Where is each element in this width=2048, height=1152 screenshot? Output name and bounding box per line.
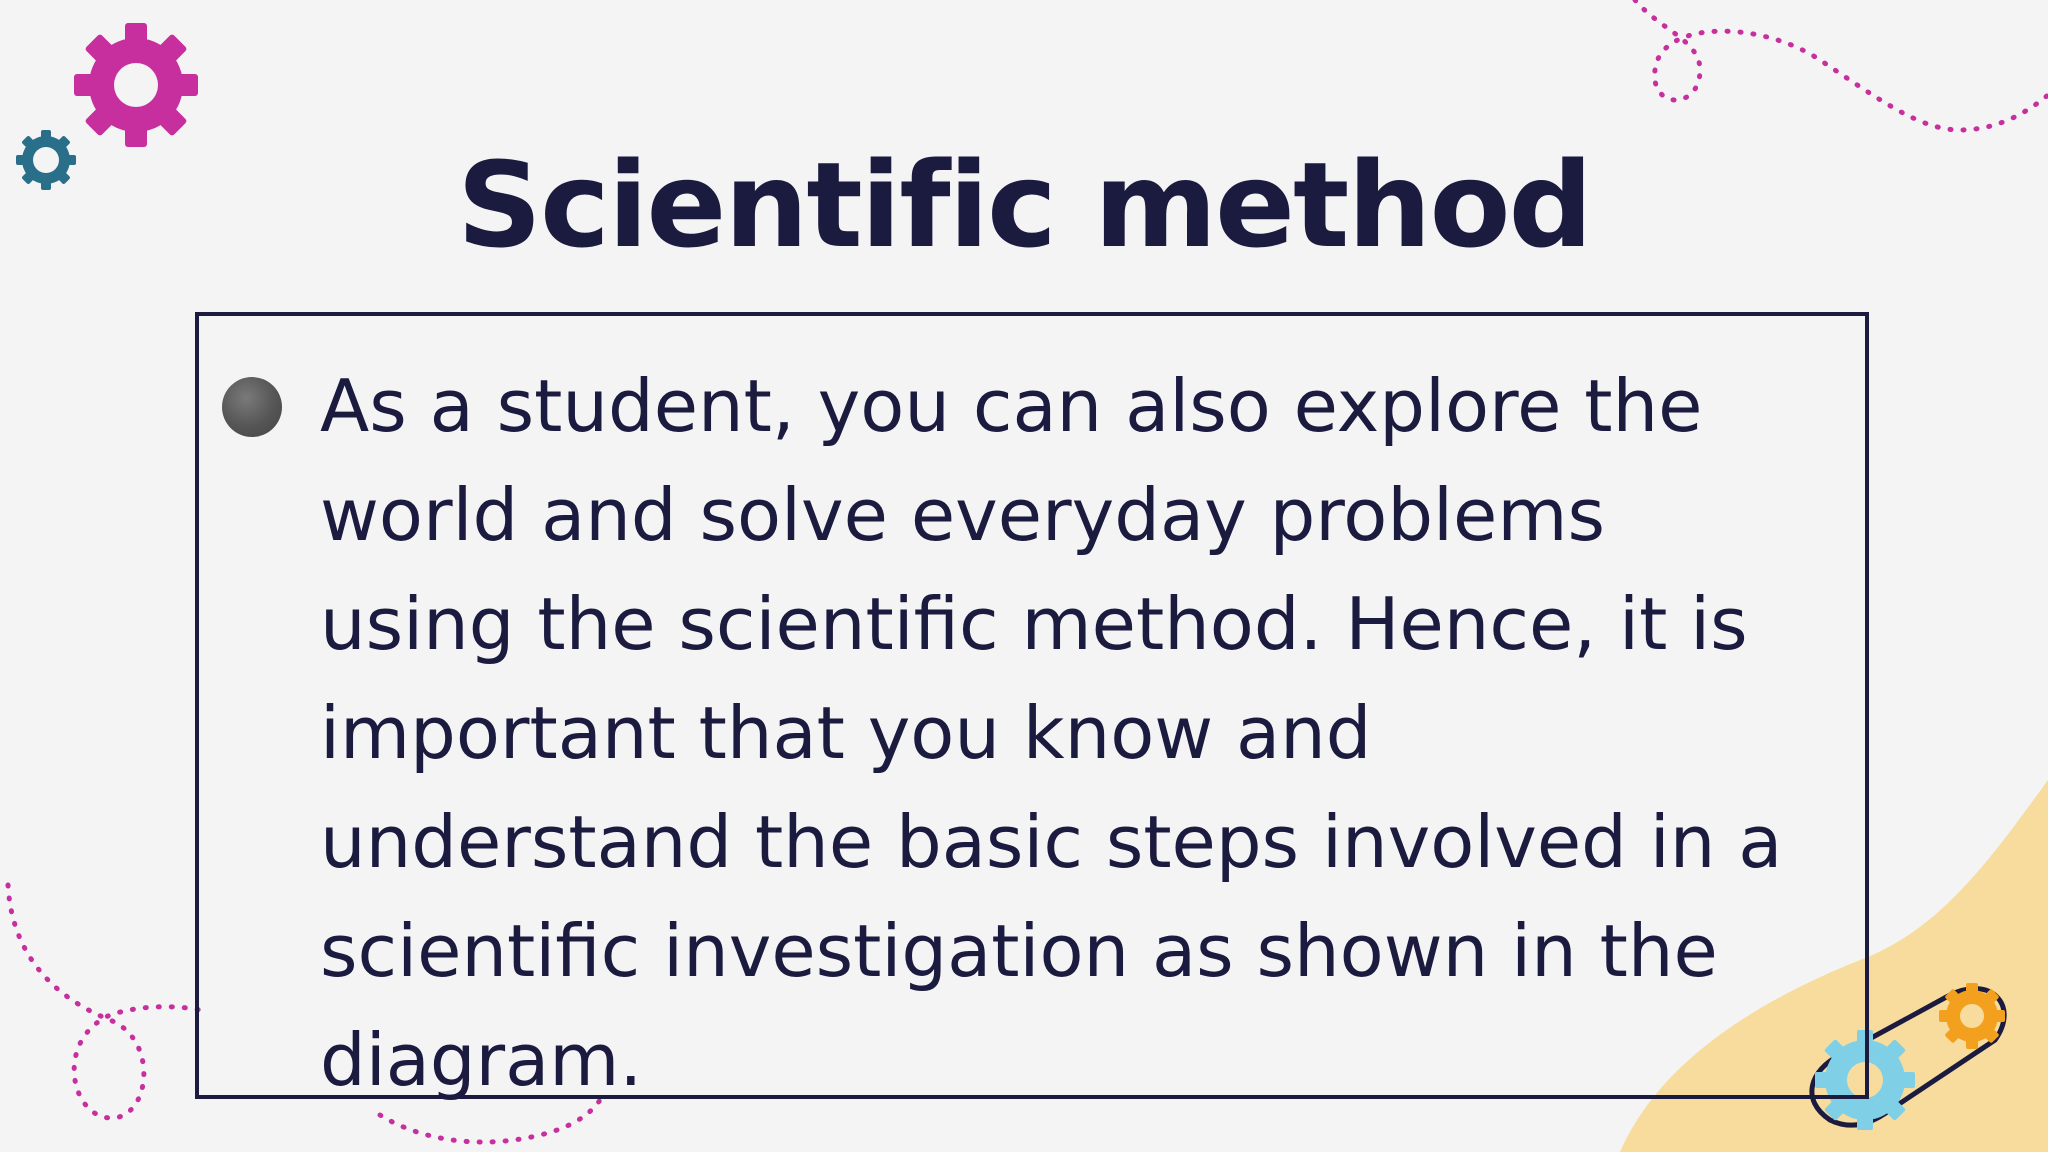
slide-title: Scientific method [456,136,1591,274]
gear-icon [1939,983,2005,1049]
dotted-squiggle-bottom-left [8,885,200,1118]
body-line: scientific investigation as shown in the [320,909,1718,993]
dotted-squiggle-top-right [1635,0,2048,130]
body-line: using the scientific method. Hence, it is [320,582,1748,666]
body-line: world and solve everyday problems [320,473,1605,557]
gear-icon [74,23,198,147]
body-line: diagram. [320,1018,643,1102]
bullet-dot [222,377,282,437]
body-line: understand the basic steps involved in a [320,800,1783,884]
body-line: important that you know and [320,691,1372,775]
body-line: As a student, you can also explore the [320,364,1703,448]
body-paragraph [320,352,1860,1115]
